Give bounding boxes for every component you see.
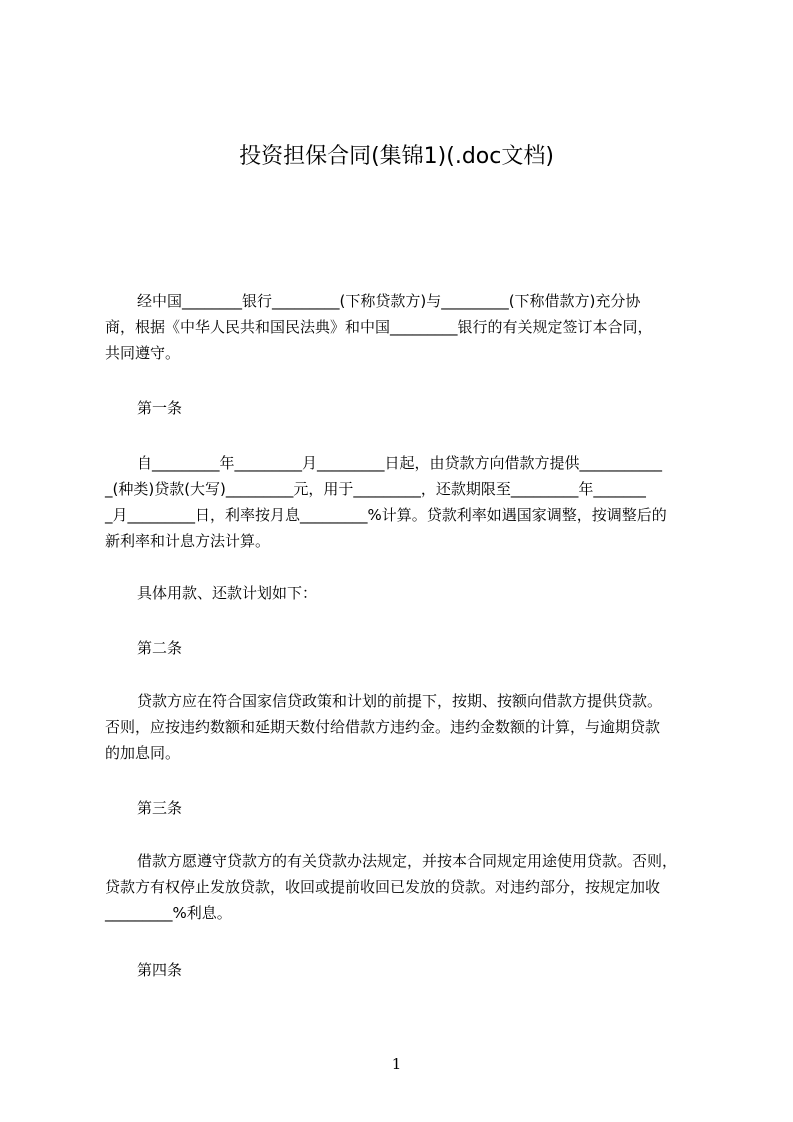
article-1-line-4: 新利率和计息方法计算。: [105, 532, 271, 550]
preamble-paragraph: [105, 288, 701, 366]
article-2-line-3: 的加息同。: [105, 744, 181, 762]
article-1-line-2: _(种类)贷款(大写)_________元，用于_________，还款期限至_________年_______: [105, 480, 646, 498]
article-3-line-2: 贷款方有权停止发放贷款，收回或提前收回已发放的贷款。对违约部分，按规定加收: [105, 878, 661, 896]
article-2-line-1: 贷款方应在符合国家信贷政策和计划的前提下，按期、按额向借款方提供贷款。: [137, 692, 663, 710]
article-1-line-1: 自_________年_________月_________日起，由贷款方向借款方提供___________: [137, 454, 663, 472]
article-3-heading: 第三条: [137, 799, 183, 817]
article-3-paragraph: [105, 848, 701, 926]
document-title: 投资担保合同(集锦1)(.doc文档): [239, 144, 554, 169]
article-2-line-2: 否则，应按违约数额和延期天数付给借款方违约金。违约金数额的计算，与逾期贷款: [105, 718, 661, 736]
preamble-line-2: 商，根据《中华人民共和国民法典》和中国_________银行的有关规定签订本合同，: [105, 318, 653, 336]
article-1-line-3: _月_________日，利率按月息_________%计算。贷款利率如遇国家调整，按调整后的: [105, 506, 667, 524]
article-1-paragraph: [105, 450, 701, 554]
article-2-heading: 第二条: [137, 639, 183, 657]
article-2-paragraph: [105, 688, 701, 766]
article-3-line-1: 借款方愿遵守贷款方的有关贷款办法规定，并按本合同规定用途使用贷款。否则，: [137, 852, 678, 870]
preamble-line-1: 经中国________银行_________(下称贷款方)与_________(下称借款方)充分协: [137, 292, 641, 310]
article-4-heading: 第四条: [137, 961, 183, 979]
preamble-line-3: 共同遵守。: [105, 344, 181, 362]
article-1-heading: 第一条: [137, 399, 183, 417]
page-number: 1: [391, 1055, 402, 1073]
article-3-line-3: _________%利息。: [105, 904, 232, 922]
repayment-plan-text: 具体用款、还款计划如下：: [137, 584, 318, 602]
